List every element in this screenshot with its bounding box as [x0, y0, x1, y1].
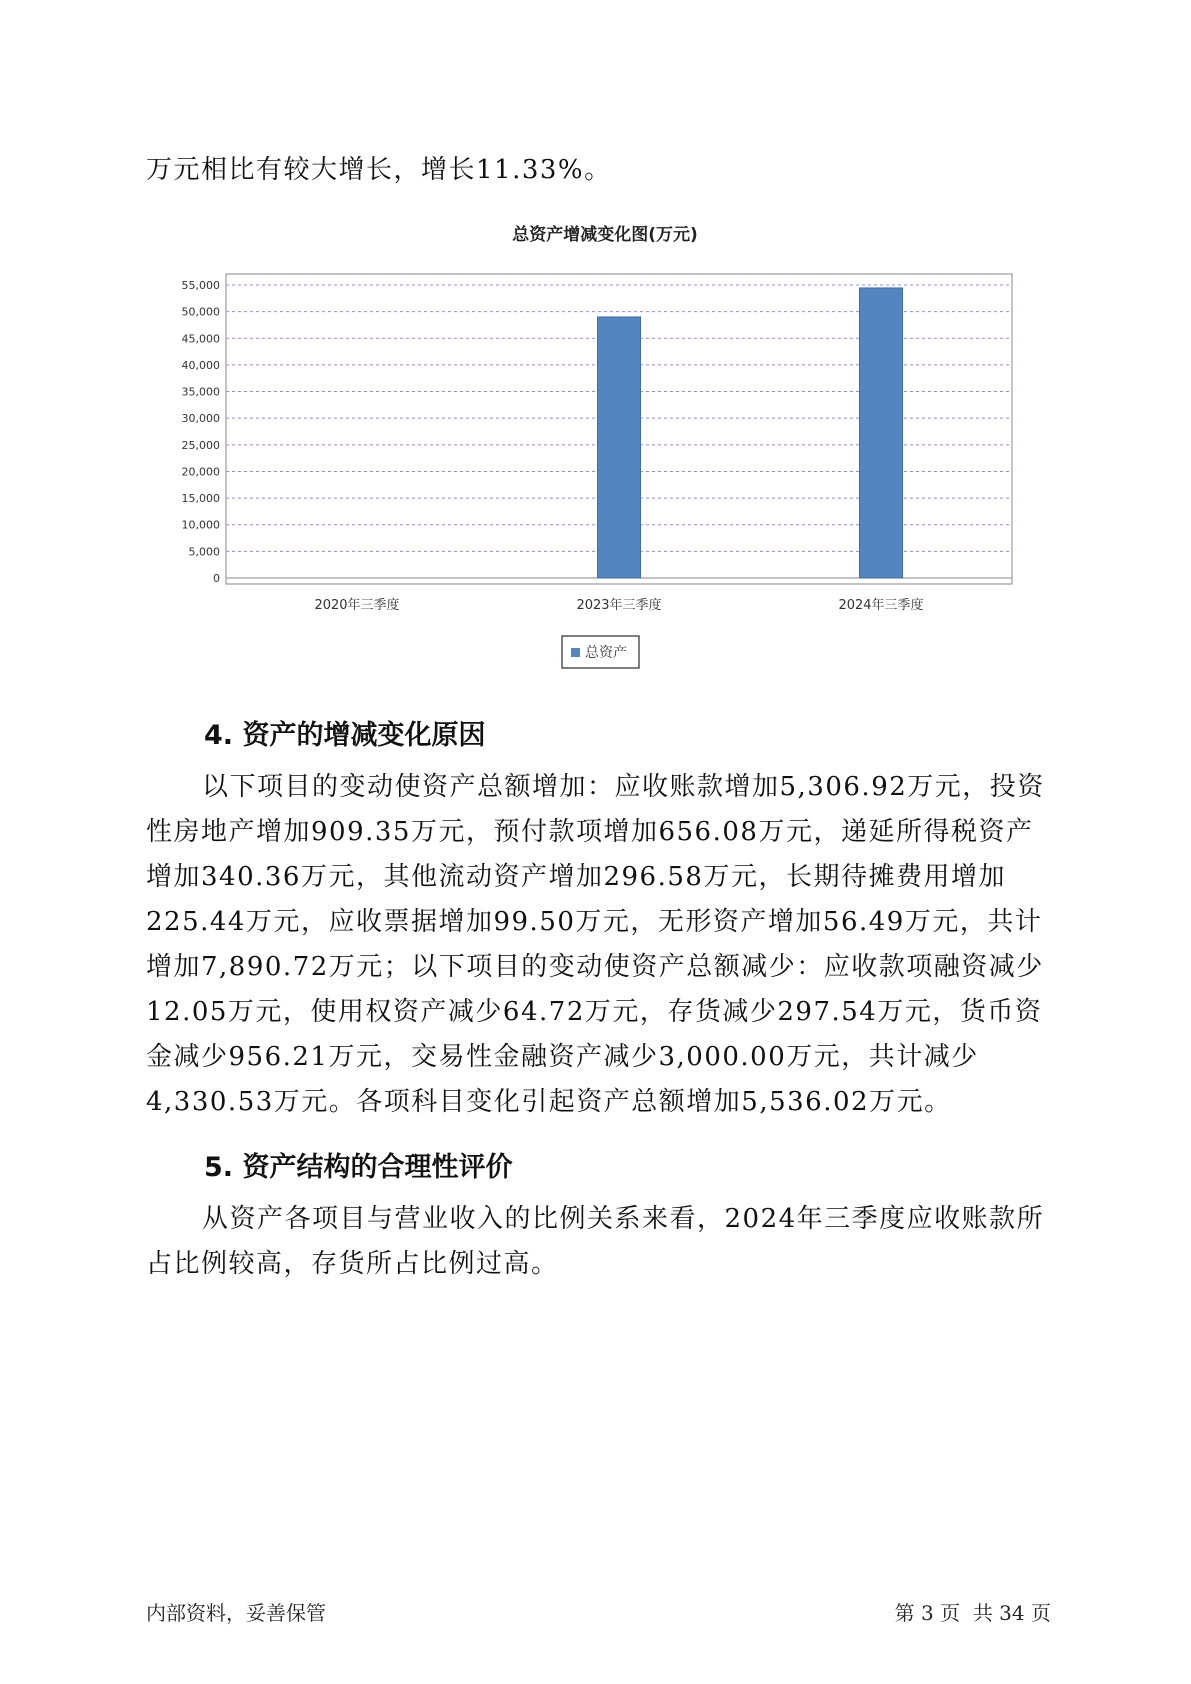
paragraph-continuation: 万元相比有较大增长，增长11.33%。 [146, 155, 612, 185]
legend-label: 总资产 [585, 645, 627, 661]
y-tick-label: 5,000 [188, 545, 220, 559]
x-tick-label: 2020年三季度 [314, 598, 400, 613]
y-tick-label: 20,000 [181, 465, 220, 479]
y-tick-label: 25,000 [181, 438, 220, 452]
y-tick-label: 15,000 [181, 492, 220, 506]
footer-confidential-note: 内部资料，妥善保管 [146, 1601, 326, 1625]
section-4-heading: 4. 资产的增减变化原因 [204, 720, 486, 751]
x-tick-label: 2023年三季度 [576, 598, 662, 613]
y-tick-label: 45,000 [181, 332, 220, 346]
y-tick-label: 35,000 [181, 385, 220, 399]
y-tick-label: 0 [213, 572, 220, 585]
x-tick-label: 2024年三季度 [838, 598, 924, 613]
total-assets-bar-chart [150, 218, 1020, 678]
chart-title: 总资产增减变化图(万元) [512, 225, 698, 245]
y-tick-label: 50,000 [181, 305, 220, 319]
footer-page-number: 第 3 页 共 34 页 [894, 1601, 1051, 1625]
section-4-paragraph: 以下项目的变动使资产总额增加：应收账款增加5,306.92万元，投资性房地产增加909.35万元，预付款项增加656.08万元，递延所得税资产增加340.36万元，其他流动资产增加296.58万元，长期待摊费用增加225.44万元，应收票据增加99.50万元，无形资产增加56.49万元，共计增加7,890.72万元；以下项目的变动使资产总额减少：应收款项融资减少12.05万元，使用权资产减少64.72万元，存货减少297.54万元，货币资金减少956.21万元，交易性金融资产减少3,000.00万元，共计减少4,330.53万元。各项科目变化引起资产总额增加5,536.02万元。 [146, 772, 1045, 1117]
section-5-paragraph: 从资产各项目与营业收入的比例关系来看，2024年三季度应收账款所占比例较高，存货所占比例过高。 [146, 1204, 1045, 1279]
legend [562, 636, 639, 668]
y-tick-label: 55,000 [181, 279, 220, 292]
y-tick-label: 10,000 [181, 518, 220, 532]
bar [598, 317, 641, 578]
section-5-heading: 5. 资产结构的合理性评价 [204, 1152, 513, 1183]
y-tick-label: 40,000 [181, 358, 220, 372]
legend-swatch [571, 648, 580, 657]
y-tick-label: 30,000 [181, 412, 220, 426]
x-axis-ticks [314, 597, 923, 613]
bar [860, 288, 903, 578]
y-axis-ticks [182, 279, 221, 585]
